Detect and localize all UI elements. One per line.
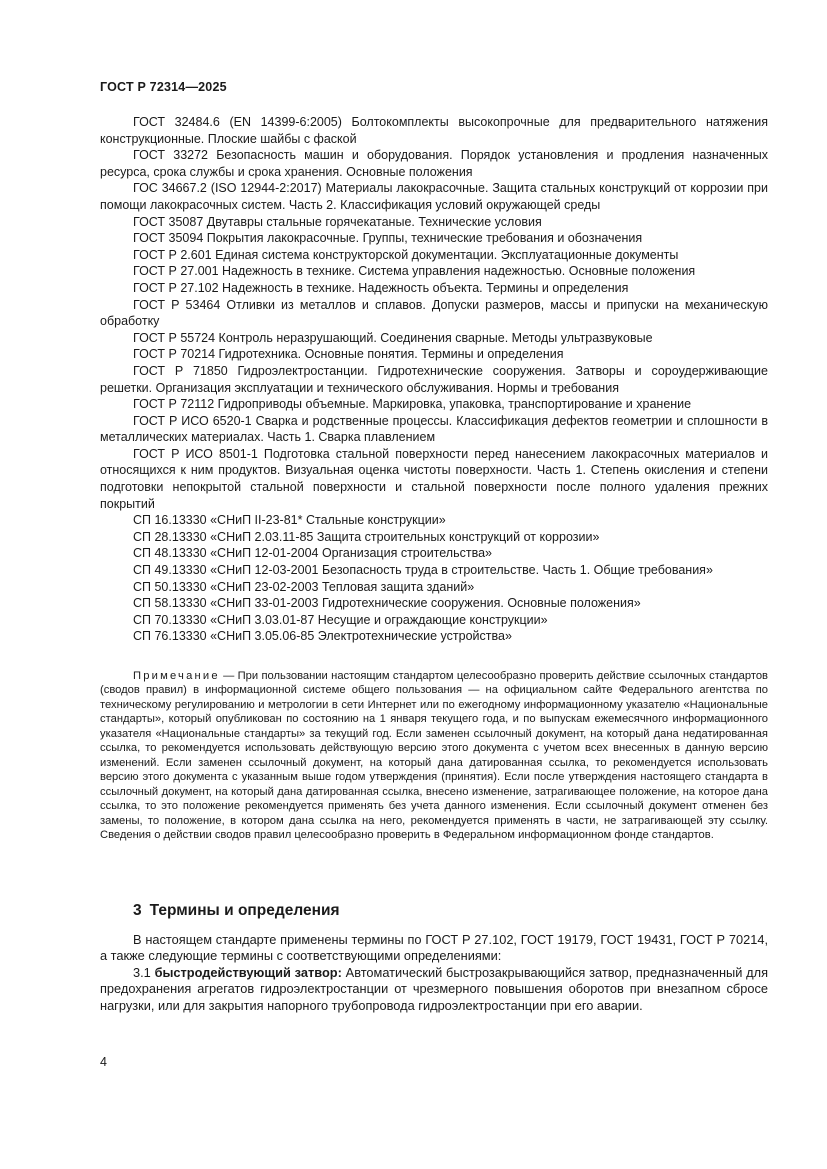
reference-item: ГОСТ Р 72112 Гидроприводы объемные. Маркировка, упаковка, транспортирование и хранение xyxy=(133,397,692,412)
reference-item: СП 48.13330 «СНиП 12-01-2004 Организация строительства» xyxy=(133,546,492,561)
term-number: 3.1 xyxy=(133,964,151,980)
reference-item: ГОС 34667.2 (ISO 12944-2:2017) Материалы лакокрасочные. Защита стальных конструкций от коррозии при помощи лакокрасочных систем. Часть 2. Классификация условий окружающей среды xyxy=(100,181,768,212)
reference-item: СП 28.13330 «СНиП 2.03.11-85 Защита строительных конструкций от коррозии» xyxy=(133,529,600,544)
section-body xyxy=(100,932,768,1014)
references-note xyxy=(100,669,768,842)
reference-item: СП 70.13330 «СНиП 3.03.01-87 Несущие и ограждающие конструкции» xyxy=(133,612,548,627)
reference-item: СП 76.13330 «СНиП 3.05.06-85 Электротехнические устройства» xyxy=(133,629,512,644)
page-number: 4 xyxy=(100,1055,107,1069)
reference-item: ГОСТ Р 71850 Гидроэлектростанции. Гидротехнические сооружения. Затворы и сороудерживающие решетки. Организация эксплуатации и технического обслуживания. Нормы и требования xyxy=(100,363,768,395)
reference-item: СП 16.13330 «СНиП II-23-81* Стальные конструкции» xyxy=(133,513,446,528)
note-text: — При пользовании настоящим стандартом целесообразно проверить действие ссылочных стандартов (сводов правил) в информационной системе общего пользования — на официальном сайте Федерального агентства по техническому регулированию и метрологии в сети Интернет или по ежегодному информационному указателю «Национальные стандарты», который опубликован по состоянию на 1 января текущего года, и по выпускам ежемесячного информационного указателя «Национальные стандарты» за текущий год. Если заменен ссылочный документ, на который дана недатированная ссылка, то рекомендуется использовать действующую версию этого документа с учетом всех внесенных в данную версию изменений. Если заменен ссылочный документ, на который дана датированная ссылка, то рекомендуется использовать версию этого документа с указанным выше годом утверждения (принятия). Если после утверждения настоящего стандарта в ссылочный документ, на который дана датированная ссылка, внесено изменение, затрагивающее положение, на которое дана ссылка, то это положение рекомендуется применять без учета данного изменения. Если ссылочный документ отменен без замены, то положение, в котором дана ссылка на него, рекомендуется применять в части, не затрагивающей эту ссылку. Сведения о действии сводов правил целесообразно проверить в Федеральном информационном фонде стандартов. xyxy=(100,670,768,841)
section-intro: В настоящем стандарте применены термины по ГОСТ Р 27.102, ГОСТ 19179, ГОСТ 19431, ГОСТ Р 70214, а также следующие термины с соответствующими определениями: xyxy=(100,932,768,964)
term-definition: Автоматический быстрозакрывающийся затвор, предназначенный для предохранения агрегатов гидроэлектростанции от чрезмерного повышения оборотов при внезапном сбросе нагрузки, или для закрытия напорного трубопровода гидроэлектростанции при его аварии. xyxy=(100,964,769,1013)
normative-references-list xyxy=(100,114,768,645)
reference-item: ГОСТ Р ИСО 8501-1 Подготовка стальной поверхности перед нанесением лакокрасочных материалов и относящихся к ним продуктов. Визуальная оценка чистоты поверхности. Часть 1. Степень окисления и степени подготовки непокрытой стальной поверхности и стальной поверхности после полного удаления прежних покрытий xyxy=(100,446,768,511)
reference-item: ГОСТ Р 55724 Контроль неразрушающий. Соединения сварные. Методы ультразвуковые xyxy=(133,330,653,345)
note-label: Примечание xyxy=(133,670,220,682)
reference-item: ГОСТ 32484.6 (EN 14399-6:2005) Болтокомплекты высокопрочные для предварительного натяжения конструкционные. Плоские шайбы с фаской xyxy=(100,115,768,146)
reference-item: ГОСТ Р 27.001 Надежность в технике. Система управления надежностью. Основные положения xyxy=(133,264,696,279)
reference-item: ГОСТ Р 27.102 Надежность в технике. Надежность объекта. Термины и определения xyxy=(133,280,629,295)
term-name: быстродействующий затвор: xyxy=(154,964,342,980)
reference-item: ГОСТ 33272 Безопасность машин и оборудования. Порядок установления и продления назначенных ресурса, срока службы и срока хранения. Основные положения xyxy=(100,148,768,179)
reference-item: СП 50.13330 «СНиП 23-02-2003 Тепловая защита зданий» xyxy=(133,579,475,594)
reference-item: ГОСТ 35094 Покрытия лакокрасочные. Группы, технические требования и обозначения xyxy=(133,231,643,246)
term-entry xyxy=(100,965,768,1014)
reference-item: СП 58.13330 «СНиП 33-01-2003 Гидротехнические сооружения. Основные положения» xyxy=(133,596,641,611)
reference-item: ГОСТ 35087 Двутавры стальные горячекатаные. Технические условия xyxy=(133,214,542,229)
section-heading xyxy=(133,902,340,920)
section-title: Термины и определения xyxy=(149,902,340,919)
reference-item: СП 49.13330 «СНиП 12-03-2001 Безопасность труда в строительстве. Часть 1. Общие требования» xyxy=(133,563,713,578)
section-number: 3 xyxy=(133,902,142,919)
reference-item: ГОСТ Р 53464 Отливки из металлов и сплавов. Допуски размеров, массы и припуски на механическую обработку xyxy=(100,297,768,329)
reference-item: ГОСТ Р 2.601 Единая система конструкторской документации. Эксплуатационные документы xyxy=(133,247,679,262)
reference-item: ГОСТ Р 70214 Гидротехника. Основные понятия. Термины и определения xyxy=(133,347,564,362)
reference-item: ГОСТ Р ИСО 6520-1 Сварка и родственные процессы. Классификация дефектов геометрии и сплошности в металлических материалах. Часть 1. Сварка плавлением xyxy=(100,413,768,445)
document-header: ГОСТ Р 72314—2025 xyxy=(100,80,227,94)
